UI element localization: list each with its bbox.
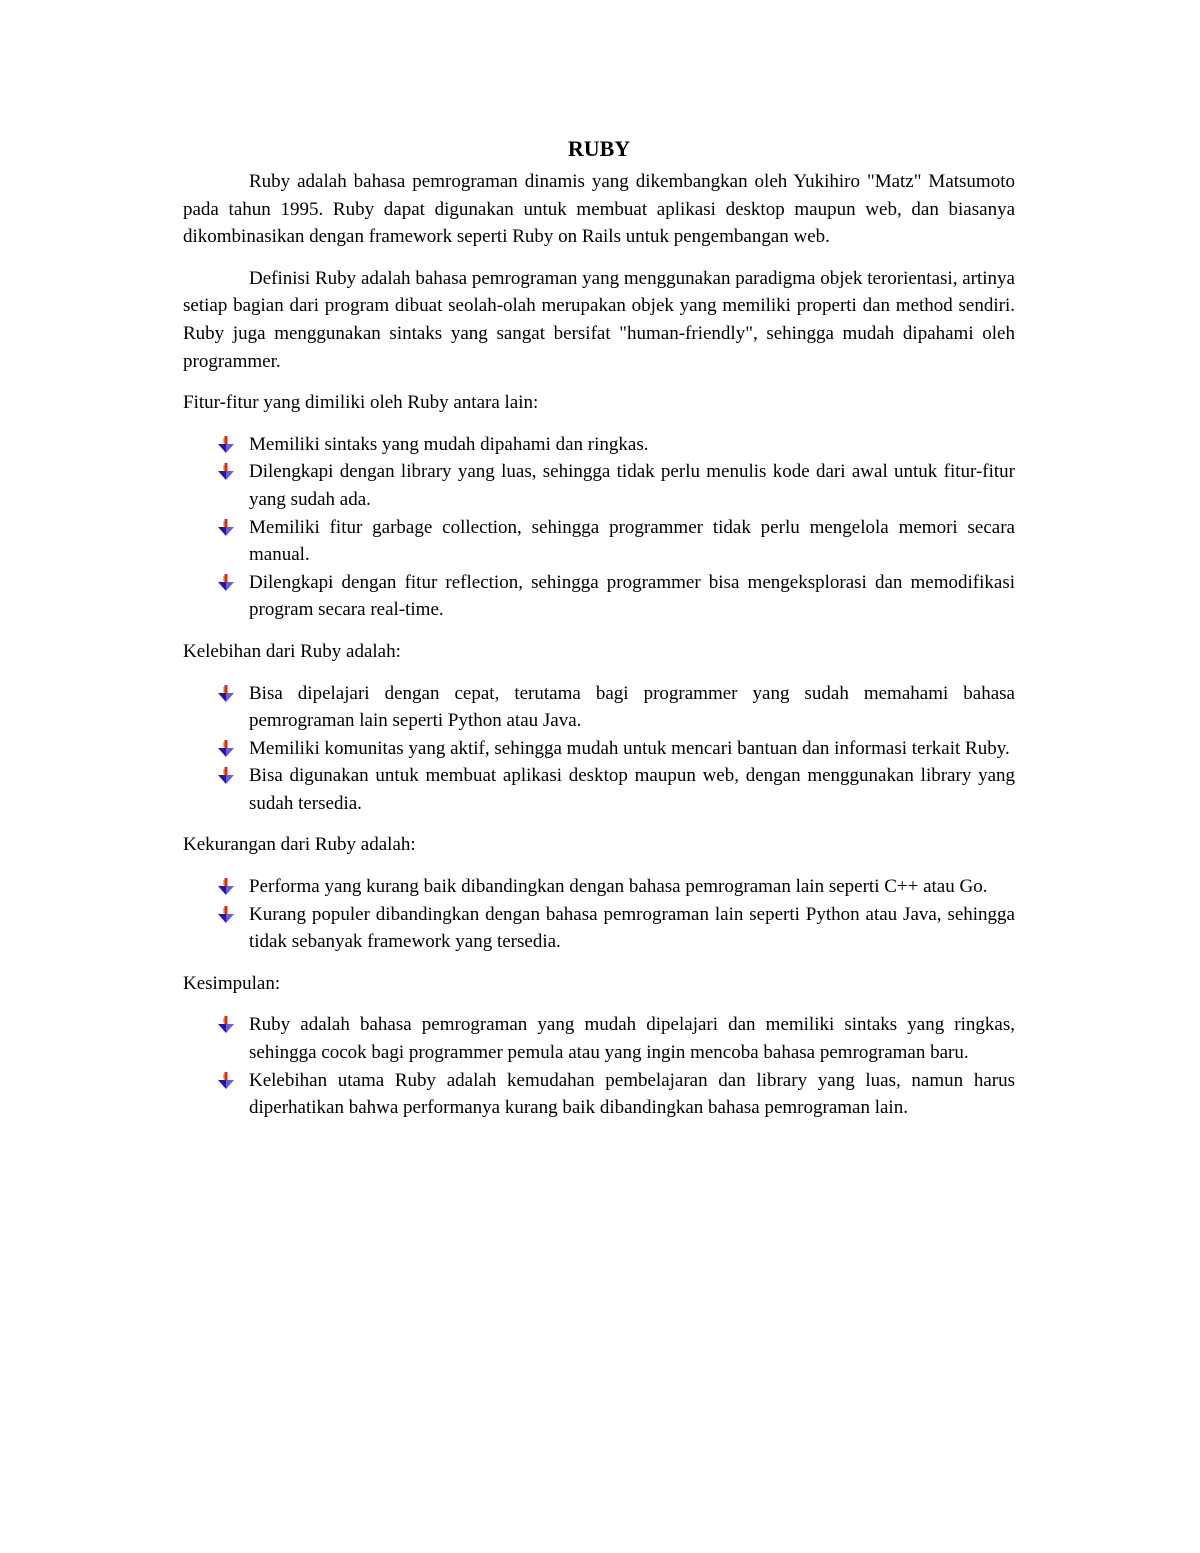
document-page: [183, 128, 1015, 1136]
list-item-text: Memiliki fitur garbage collection, sehingga programmer tidak perlu mengelola memori secara manual.: [249, 516, 1015, 566]
list-item: [249, 569, 1015, 624]
arrow-down-bullet-icon: [217, 684, 235, 702]
arrow-down-bullet-icon: [217, 435, 235, 453]
list-item: [249, 458, 1015, 513]
list-item: [249, 735, 1015, 763]
list-item-text: Memiliki sintaks yang mudah dipahami dan ringkas.: [249, 433, 649, 455]
list-item-text: Bisa digunakan untuk membuat aplikasi desktop maupun web, dengan menggunakan library yang sudah tersedia.: [249, 765, 1015, 814]
list-item-text: Kelebihan utama Ruby adalah kemudahan pembelajaran dan library yang luas, namun harus diperhatikan bahwa performanya kurang baik dibandingkan bahasa pemrograman lain.: [249, 1069, 1015, 1119]
disadvantages-list: [183, 873, 1015, 956]
list-item-text: Dilengkapi dengan library yang luas, sehingga tidak perlu menulis kode dari awal untuk fitur-fitur yang sudah ada.: [249, 461, 1015, 510]
list-item-text: Ruby adalah bahasa pemrograman yang mudah dipelajari dan memiliki sintaks yang ringkas, sehingga cocok bagi programmer pemula atau yang ingin mencoba bahasa pemrograman baru.: [249, 1014, 1015, 1064]
features-list: [183, 431, 1015, 624]
conclusion-list: [183, 1011, 1015, 1121]
list-item-text: Memiliki komunitas yang aktif, sehingga mudah untuk mencari bantuan dan informasi terkait Ruby.: [249, 737, 1010, 759]
list-item: [249, 514, 1015, 569]
arrow-down-bullet-icon: [217, 518, 235, 536]
arrow-down-bullet-icon: [217, 877, 235, 895]
list-item: [249, 762, 1015, 817]
list-item: [249, 901, 1015, 956]
list-item-text: Bisa dipelajari dengan cepat, terutama bagi programmer yang sudah memahami bahasa pemrograman lain seperti Python atau Java.: [249, 682, 1015, 732]
section-heading-advantages: Kelebihan dari Ruby adalah:: [183, 640, 401, 662]
section-heading-features: Fitur-fitur yang dimiliki oleh Ruby antara lain:: [183, 392, 539, 414]
arrow-down-bullet-icon: [217, 1015, 235, 1033]
list-item-text: Dilengkapi dengan fitur reflection, sehingga programmer bisa mengeksplorasi dan memodifikasi program secara real-time.: [249, 571, 1015, 621]
arrow-down-bullet-icon: [217, 766, 235, 784]
list-item: [249, 873, 1015, 901]
advantages-list: [183, 680, 1015, 818]
arrow-down-bullet-icon: [217, 905, 235, 923]
list-item-text: Kurang populer dibandingkan dengan bahasa pemrograman lain seperti Python atau Java, sehingga tidak sebanyak framework yang tersedia.: [249, 903, 1015, 953]
arrow-down-bullet-icon: [217, 573, 235, 591]
document-title: RUBY: [567, 136, 631, 161]
section-heading-disadvantages: Kekurangan dari Ruby adalah:: [183, 834, 416, 856]
list-item: [249, 1067, 1015, 1122]
list-item: [249, 680, 1015, 735]
list-item-text: Performa yang kurang baik dibandingkan dengan bahasa pemrograman lain seperti C++ atau Go.: [249, 876, 988, 898]
list-item: [249, 431, 1015, 459]
arrow-down-bullet-icon: [217, 462, 235, 480]
arrow-down-bullet-icon: [217, 739, 235, 757]
section-heading-conclusion: Kesimpulan:: [183, 972, 281, 994]
list-item: [249, 1011, 1015, 1066]
intro-paragraph-2: Definisi Ruby adalah bahasa pemrograman yang menggunakan paradigma objek terorientasi, artinya setiap bagian dari program dibuat seolah-olah merupakan objek yang memiliki properti dan method sendiri. Ruby juga menggunakan sintaks yang sangat bersifat "human-friendly", sehingga mudah dipahami oleh programmer.: [183, 267, 1015, 372]
intro-paragraph-1: Ruby adalah bahasa pemrograman dinamis yang dikembangkan oleh Yukihiro "Matz" Matsumoto pada tahun 1995. Ruby dapat digunakan untuk membuat aplikasi desktop maupun web, dan biasanya dikombinasikan dengan framework seperti Ruby on Rails untuk pengembangan web.: [183, 171, 1015, 248]
arrow-down-bullet-icon: [217, 1071, 235, 1089]
